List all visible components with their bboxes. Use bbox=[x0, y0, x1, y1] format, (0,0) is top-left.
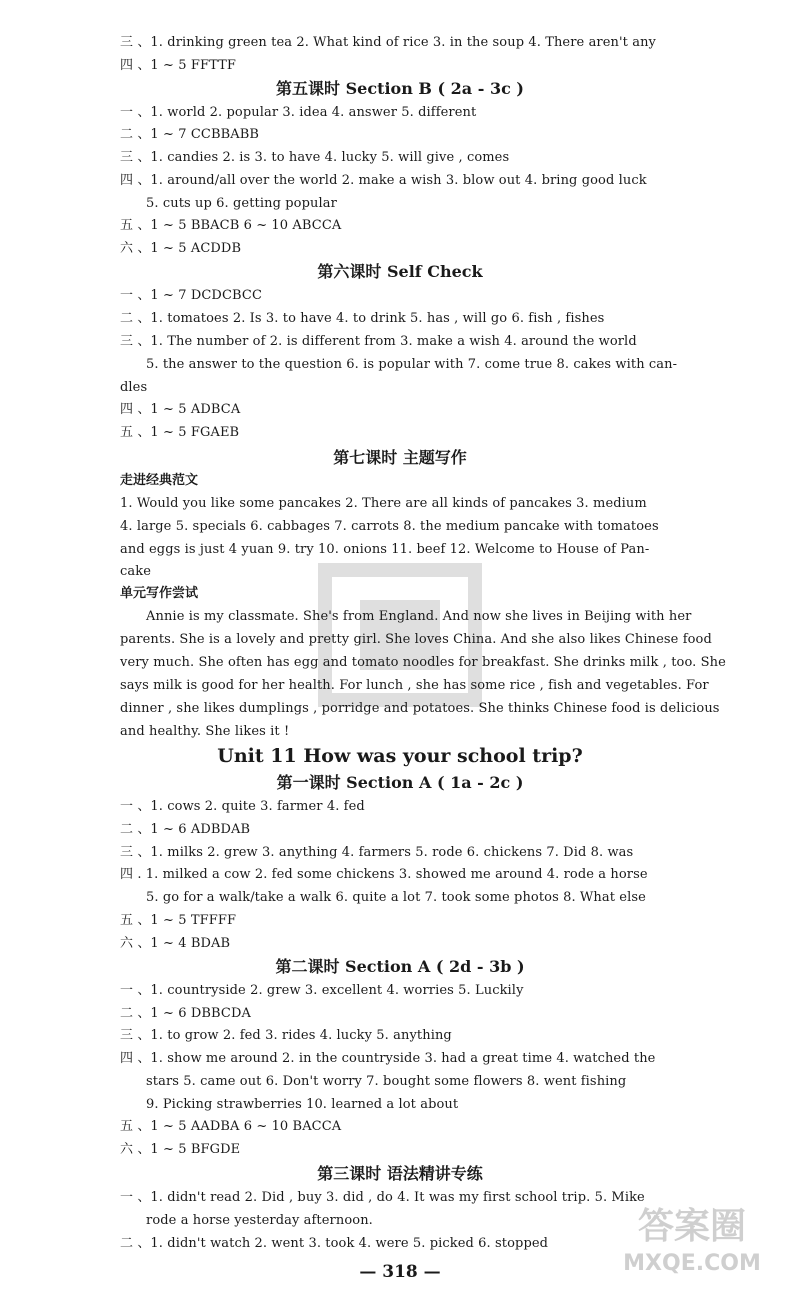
answer-line: and eggs is just 4 yuan 9. try 10. onions 11. beef 12. Welcome to House of Pan- bbox=[120, 542, 650, 557]
answer-line: 四 . 1. milked a cow 2. fed some chickens 3. showed me around 4. rode a horse bbox=[120, 867, 648, 882]
essay-line: parents. She is a lovely and pretty girl. She loves China. And she also likes Chinese food bbox=[120, 632, 712, 647]
lesson-heading: 第六课时 Self Check bbox=[317, 262, 483, 281]
watermark-logo bbox=[602, 1196, 782, 1276]
answer-line: 三 、1. milks 2. grew 3. anything 4. farmers 5. rode 6. chickens 7. Did 8. was bbox=[120, 845, 634, 860]
lesson-heading: 第五课时 Section B ( 2a - 3c ) bbox=[276, 79, 524, 98]
answer-line: 二 、1 ~ 6 ADBDAB bbox=[120, 822, 251, 837]
answer-line: 五 、1 ~ 5 TFFFF bbox=[120, 913, 237, 928]
answer-line: 六 、1 ~ 5 BFGDE bbox=[120, 1142, 241, 1157]
answer-line: 一 、1 ~ 7 DCDCBCC bbox=[120, 288, 262, 303]
answer-line: 5. cuts up 6. getting popular bbox=[146, 196, 337, 211]
answer-line: 二 、1. didn't watch 2. went 3. took 4. were 5. picked 6. stopped bbox=[120, 1236, 549, 1251]
answer-line: 5. the answer to the question 6. is popular with 7. come true 8. cakes with can- bbox=[146, 357, 678, 372]
answer-line: cake bbox=[120, 564, 152, 579]
answer-line: 二 、1 ~ 7 CCBBABB bbox=[120, 127, 260, 142]
answer-line: 二 、1. tomatoes 2. Is 3. to have 4. to drink 5. has , will go 6. fish , fishes bbox=[120, 311, 605, 326]
answer-line: 五 、1 ~ 5 BBACB 6 ~ 10 ABCCA bbox=[120, 218, 342, 233]
answer-line: 三 、1. to grow 2. fed 3. rides 4. lucky 5. anything bbox=[120, 1028, 452, 1043]
answer-line: 一 、1. cows 2. quite 3. farmer 4. fed bbox=[120, 799, 365, 814]
lesson-heading: 第七课时 主题写作 bbox=[333, 448, 467, 467]
answer-line: 四 、1 ~ 5 ADBCA bbox=[120, 402, 241, 417]
answer-line: 1. Would you like some pancakes 2. There are all kinds of pancakes 3. medium bbox=[120, 496, 647, 511]
page-number: — 318 — bbox=[359, 1262, 441, 1282]
answer-line: 五 、1 ~ 5 AADBA 6 ~ 10 BACCA bbox=[120, 1119, 342, 1134]
answer-line: 五 、1 ~ 5 FGAEB bbox=[120, 425, 240, 440]
answer-line: stars 5. came out 6. Don't worry 7. bought some flowers 8. went fishing bbox=[146, 1074, 627, 1089]
answer-line: 三 、1. The number of 2. is different from 3. make a wish 4. around the world bbox=[120, 334, 637, 349]
answer-line: 三 、1. candies 2. is 3. to have 4. lucky 5. will give , comes bbox=[120, 150, 510, 165]
answer-line: 一 、1. countryside 2. grew 3. excellent 4. worries 5. Luckily bbox=[120, 983, 524, 998]
answer-line: 9. Picking strawberries 10. learned a lot about bbox=[146, 1097, 459, 1112]
essay-line: and healthy. She likes it ! bbox=[120, 724, 290, 739]
section-subheading: 单元写作尝试 bbox=[120, 586, 199, 601]
watermark-main: 答案圈 bbox=[637, 1206, 747, 1247]
answer-line: 4. large 5. specials 6. cabbages 7. carrots 8. the medium pancake with tomatoes bbox=[120, 519, 659, 534]
answer-line: 5. go for a walk/take a walk 6. quite a lot 7. took some photos 8. What else bbox=[146, 890, 646, 905]
answer-line: 二 、1 ~ 6 DBBCDA bbox=[120, 1006, 251, 1021]
answer-line: 四 、1. show me around 2. in the countryside 3. had a great time 4. watched the bbox=[120, 1051, 656, 1066]
watermark-url: MXQE.COM bbox=[623, 1251, 761, 1276]
essay-line: Annie is my classmate. She's from England. And now she lives in Beijing with her bbox=[146, 609, 692, 624]
answer-line: 三 、1. drinking green tea 2. What kind of rice 3. in the soup 4. There aren't any bbox=[120, 35, 656, 50]
lesson-heading: 第一课时 Section A ( 1a - 2c ) bbox=[276, 773, 524, 792]
unit-heading: Unit 11 How was your school trip? bbox=[217, 745, 583, 767]
answer-line: 六 、1 ~ 4 BDAB bbox=[120, 936, 231, 951]
essay-line: very much. She often has egg and tomato noodles for breakfast. She drinks milk , too. She bbox=[120, 655, 726, 670]
answer-line: 一 、1. world 2. popular 3. idea 4. answer 5. different bbox=[120, 105, 477, 120]
lesson-heading: 第三课时 语法精讲专练 bbox=[317, 1164, 483, 1183]
essay-line: dinner , she likes dumplings , porridge and potatoes. She thinks Chinese food is delicious bbox=[120, 701, 720, 716]
answer-line: 六 、1 ~ 5 ACDDB bbox=[120, 241, 242, 256]
answer-line: 四 、1. around/all over the world 2. make a wish 3. blow out 4. bring good luck bbox=[120, 173, 647, 188]
answer-line: 一 、1. didn't read 2. Did , buy 3. did , do 4. It was my first school trip. 5. Mike bbox=[120, 1190, 645, 1205]
answer-line: rode a horse yesterday afternoon. bbox=[146, 1213, 373, 1228]
section-subheading: 走进经典范文 bbox=[120, 473, 199, 488]
answer-line: dles bbox=[120, 380, 148, 395]
lesson-heading: 第二课时 Section A ( 2d - 3b ) bbox=[275, 957, 525, 976]
answer-line: 四 、1 ~ 5 FFTTF bbox=[120, 58, 237, 73]
essay-line: says milk is good for her health. For lunch , she has some rice , fish and vegetables. For bbox=[120, 678, 709, 693]
